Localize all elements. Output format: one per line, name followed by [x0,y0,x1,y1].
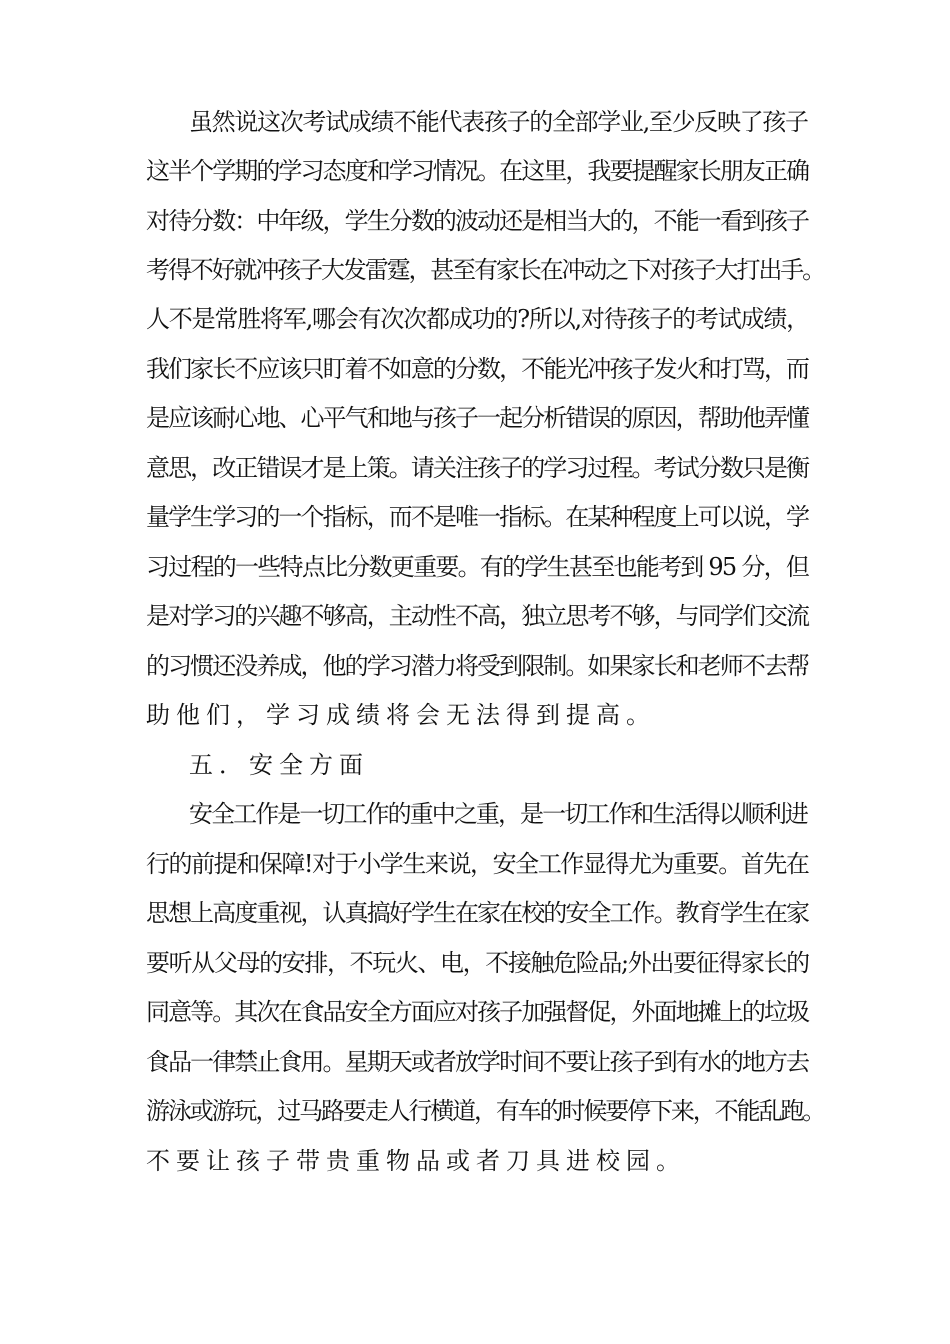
text-line: 是应该耐心地、心平气和地与孩子一起分析错误的原因，帮助他弄懂 [146,404,809,432]
text-line: 要听从父母的安排，不玩火、电，不接触危险品;外出要征得家长的 [146,949,809,977]
text-line: 食品一律禁止食用。星期天或者放学时间不要让孩子到有水的地方去 [146,1048,809,1076]
text-line: 这半个学期的学习态度和学习情况。在这里，我要提醒家长朋友正确 [146,157,809,185]
text-line: 人不是常胜将军,哪会有次次都成功的?所以,对待孩子的考试成绩， [146,305,809,333]
text-line: 思想上高度重视，认真搞好学生在家在校的安全工作。教育学生在家 [146,899,809,927]
text-line: 安全工作是一切工作的重中之重，是一切工作和生活得以顺利进 [189,800,807,828]
text-line: 助他们，学习成绩将会无法得到提高。 [146,701,656,729]
text-line: 习过程的一些特点比分数更重要。有的学生甚至也能考到 95 分，但 [146,553,809,581]
section-heading: 五．安全方面 [189,751,369,779]
text-line: 我们家长不应该只盯着不如意的分数，不能光冲孩子发火和打骂，而 [146,355,809,383]
text-line: 对待分数：中年级，学生分数的波动还是相当大的，不能一看到孩子 [146,207,809,235]
text-line: 考得不好就冲孩子大发雷霆，甚至有家长在冲动之下对孩子大打出手。 [146,256,824,284]
text-line: 游泳或游玩，过马路要走人行横道，有车的时候要停下来，不能乱跑。 [146,1097,824,1125]
text-line: 的习惯还没养成，他的学习潜力将受到限制。如果家长和老师不去帮 [146,652,809,680]
text-line: 行的前提和保障!对于小学生来说，安全工作显得尤为重要。首先在 [146,850,809,878]
text-line: 是对学习的兴趣不够高，主动性不高，独立思考不够，与同学们交流 [146,602,809,630]
text-line: 不要让孩子带贵重物品或者刀具进校园。 [146,1147,686,1175]
text-line: 同意等。其次在食品安全方面应对孩子加强督促，外面地摊上的垃圾 [146,998,809,1026]
text-line: 量学生学习的一个指标，而不是唯一指标。在某种程度上可以说，学 [146,503,809,531]
text-line: 虽然说这次考试成绩不能代表孩子的全部学业,至少反映了孩子 [189,108,808,136]
text-line: 意思，改正错误才是上策。请关注孩子的学习过程。考试分数只是衡 [146,454,809,482]
